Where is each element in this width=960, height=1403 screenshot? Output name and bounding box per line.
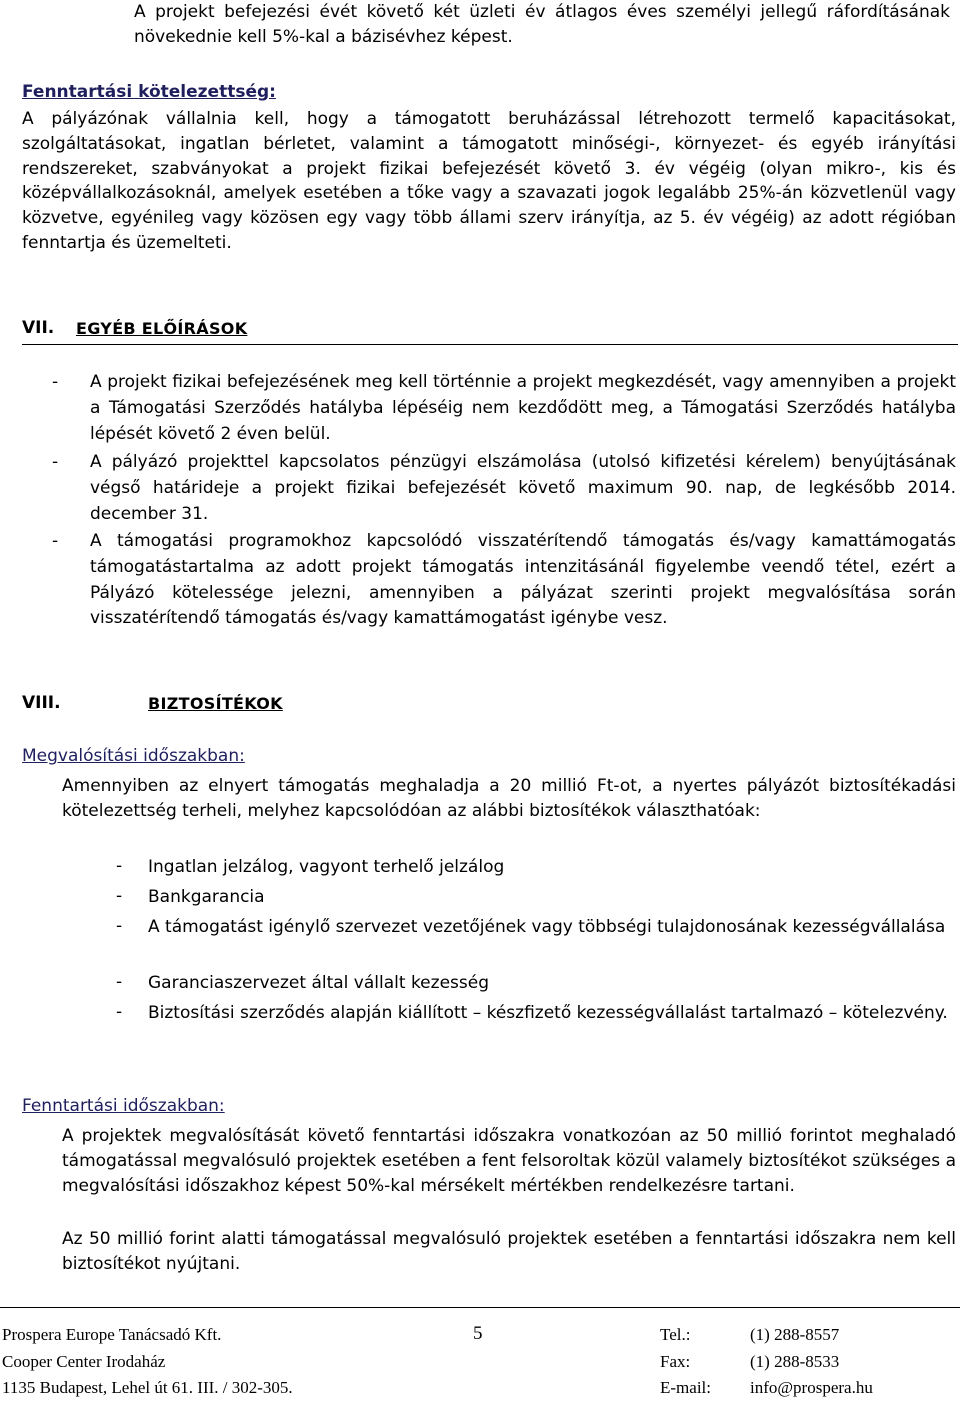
list-dash: -: [52, 531, 59, 551]
footer-tel-label: Tel.:: [660, 1325, 691, 1344]
page-footer: [0, 1307, 960, 1403]
maintenance-body: A pályázónak vállalnia kell, hogy a támogatott beruházással létrehozott termelő kapacitásokat, szolgáltatásokat, ingatlan bérletet, valamint a támogatott minőségi-, környezet- és egyéb irányítási rendszereket, szabványokat a projekt fizikai befejezését követő 3. év végéig (olyan mikro-, kis és középvállalkozásoknál, amelyek esetében a tőke vagy a szavazati jogok legalább 25%-án közvetlenül vagy közvetve, egyénileg vagy közösen egy vagy több állami szerv irányítja, az 5. év végéig) az adott régióban fenntartja és üzemelteti.: [22, 109, 956, 253]
maintenance-period-heading: Fenntartási időszakban:: [22, 1096, 225, 1116]
footer-fax: (1) 288-8533: [750, 1352, 840, 1371]
list-item: A projekt fizikai befejezésének meg kell történnie a projekt megkezdését, vagy amennyiben a projekt a Támogatási Szerződés hatályba lépéséig nem kezdődött meg, a Támogatási Szerződés hatályba lépését követő 2 éven belül.: [90, 372, 956, 444]
guarantee-option: Garanciaszervezet által vállalt kezesség: [148, 973, 489, 993]
maintenance-period-body-1: A projektek megvalósítását követő fenntartási időszakra vonatkozóan az 50 millió forintot meghaladó támogatással megvalósuló projektek esetében a fent felsoroltak közül valamely biztosítékot szükséges a megvalósítási időszakhoz képest 50%-kal mérsékelt mértékben rendelkezésre tartani.: [62, 1126, 956, 1196]
guarantee-option: Bankgarancia: [148, 887, 265, 907]
option-dash: -: [116, 856, 123, 876]
maintenance-heading: Fenntartási kötelezettség:: [22, 82, 276, 102]
list-dash: -: [52, 452, 59, 472]
footer-company: Prospera Europe Tanácsadó Kft.: [2, 1325, 222, 1344]
footer-rule: [0, 1307, 960, 1308]
section7-number: VII.: [22, 318, 55, 338]
section8-title: BIZTOSÍTÉKOK: [148, 694, 283, 713]
footer-tel: (1) 288-8557: [750, 1325, 840, 1344]
option-dash: -: [116, 886, 123, 906]
list-item: A támogatási programokhoz kapcsolódó visszatérítendő támogatás és/vagy kamattámogatás támogatástartalma az adott projekt támogatás intenzitásánál figyelembe veendő tétel, ezért a Pályázó kötelessége jelezni, amennyiben a pályázat szerinti projekt megvalósítása során visszatérítendő támogatás és/vagy kamattámogatást igénybe vesz.: [90, 531, 956, 629]
footer-email-label: E-mail:: [660, 1378, 711, 1397]
maintenance-period-body-2: Az 50 millió forint alatti támogatással megvalósuló projektek esetében a fenntartási időszakra nem kell biztosítékot nyújtani.: [62, 1229, 956, 1274]
guarantee-option: A támogatást igénylő szervezet vezetőjének vagy többségi tulajdonosának kezességvállalása: [148, 917, 946, 937]
implementation-heading: Megvalósítási időszakban:: [22, 746, 245, 766]
footer-address: 1135 Budapest, Lehel út 61. III. / 302-305.: [2, 1378, 293, 1397]
list-dash: -: [52, 372, 59, 392]
option-dash: -: [116, 916, 123, 936]
footer-fax-label: Fax:: [660, 1352, 691, 1371]
section7-title: EGYÉB ELŐÍRÁSOK: [76, 319, 248, 338]
implementation-body: Amennyiben az elnyert támogatás meghaladja a 20 millió Ft-ot, a nyertes pályázót biztosítékadási kötelezettség terheli, melyhez kapcsolódóan az alábbi biztosítékok választhatóak:: [62, 776, 956, 821]
footer-email[interactable]: info@prospera.hu: [750, 1378, 873, 1397]
intro-paragraph: A projekt befejezési évét követő két üzleti év átlagos éves személyi jellegű ráfordításának növekednie kell 5%-kal a bázisévhez képest.: [134, 2, 950, 47]
footer-office: Cooper Center Irodaház: [2, 1352, 166, 1371]
page-number: 5: [473, 1323, 483, 1344]
option-dash: -: [116, 1002, 123, 1022]
guarantee-option: Ingatlan jelzálog, vagyont terhelő jelzálog: [148, 857, 505, 877]
section8-number: VIII.: [22, 693, 61, 713]
section7-rule: [22, 344, 958, 345]
guarantee-option: Biztosítási szerződés alapján kiállított – készfizető kezességvállalást tartalmazó – kötelezvény.: [148, 1003, 948, 1023]
list-item: A pályázó projekttel kapcsolatos pénzügyi elszámolása (utolsó kifizetési kérelem) benyújtásának végső határideje a projekt fizikai befejezését követő maximum 90. nap, de legkésőbb 2014. december 31.: [90, 452, 956, 524]
option-dash: -: [116, 972, 123, 992]
